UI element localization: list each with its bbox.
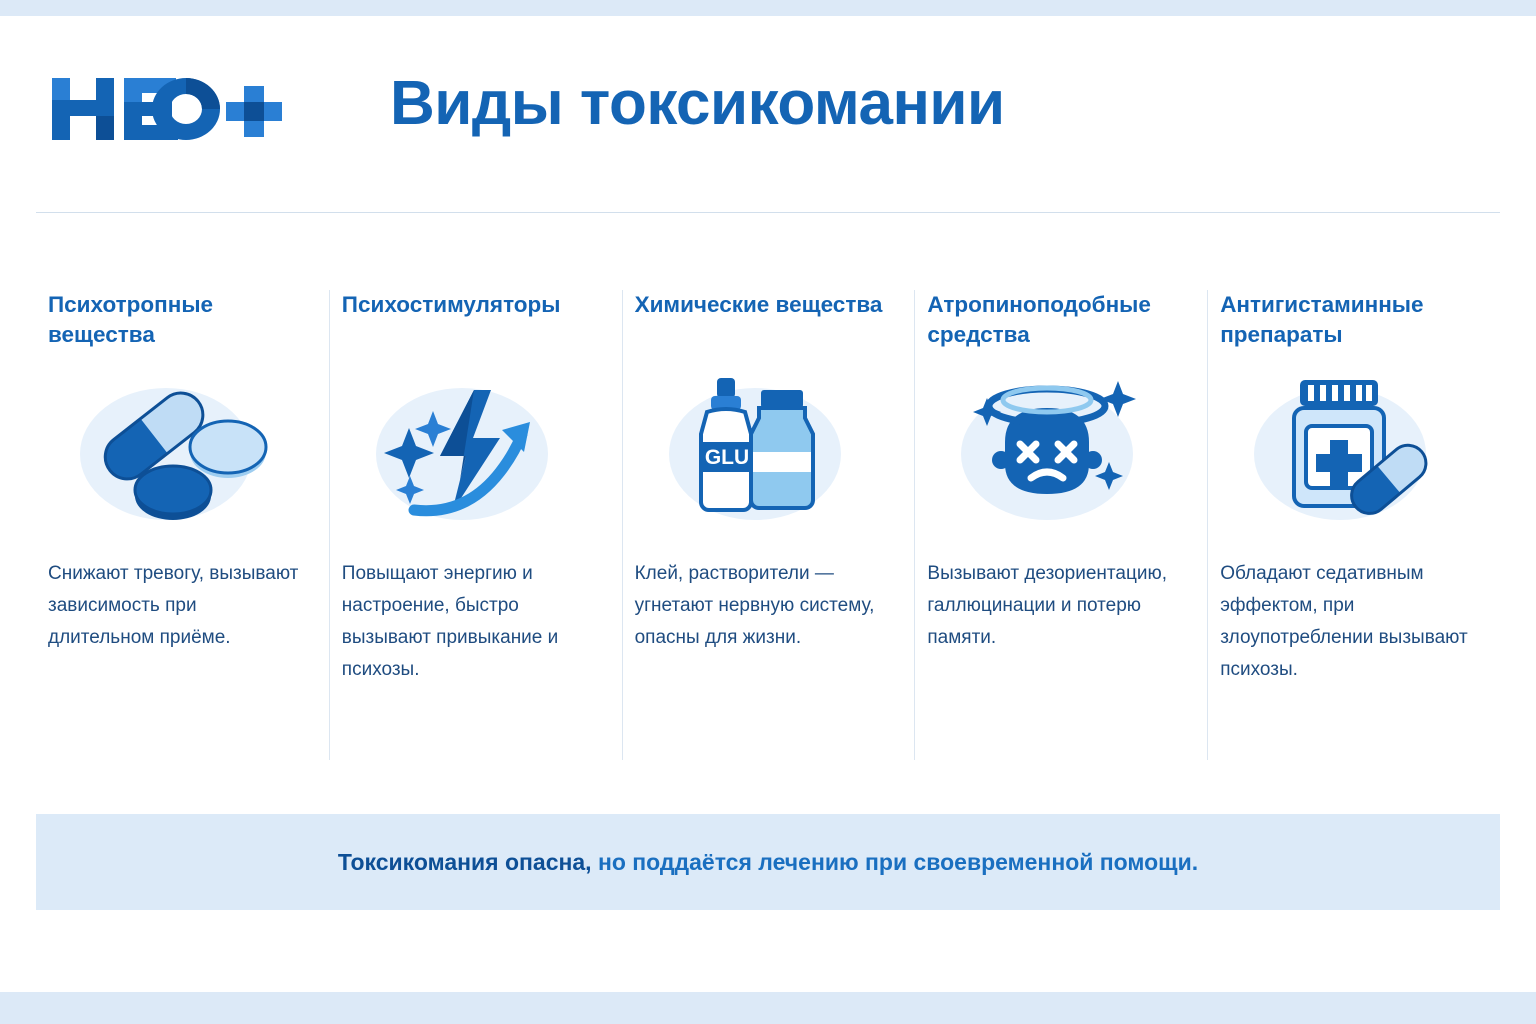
card-text: Снижают тревогу, вызывают зависимость при длительном приёме. xyxy=(48,563,299,648)
pills-capsule-icon xyxy=(48,368,307,538)
card-title: Антигистаминные препараты xyxy=(1220,292,1424,347)
infographic-sheet xyxy=(0,16,1536,992)
card-title: Атропиноподобные средства xyxy=(927,292,1151,347)
glue-label: GLU xyxy=(704,446,749,469)
card-text: Повыщают энергию и настроение, быстро вызывают привыкание и психозы. xyxy=(341,563,559,680)
banner-rest: но поддаётся лечению при своевременной помощи. xyxy=(591,848,1199,875)
bottom-strip xyxy=(0,992,1536,1024)
lightning-bolt-arrow-icon xyxy=(342,368,600,538)
card-text: Обладают седативным эффектом, при злоупотреблении вызывают психозы. xyxy=(1220,563,1468,680)
card-psychotropic xyxy=(36,290,329,760)
card-text: Клей, растворители — угнетают нервную систему, опасны для жизни. xyxy=(634,563,875,648)
banner-strong: Токсикомания опасна, xyxy=(337,848,592,875)
card-antihistamines xyxy=(1207,290,1500,760)
dizzy-head-icon xyxy=(927,368,1185,538)
cards-row xyxy=(36,290,1500,760)
card-atropine-like xyxy=(914,290,1207,760)
card-text: Вызывают дезориентацию, галлюцинации и потерю памяти. xyxy=(927,563,1167,648)
card-title: Химические вещества xyxy=(634,292,883,317)
footer-banner xyxy=(36,814,1500,910)
page-title: Виды токсикомании xyxy=(390,69,1005,138)
card-chemicals xyxy=(622,290,915,760)
header-divider xyxy=(36,212,1500,213)
neo-plus-logo xyxy=(48,72,288,146)
banner-text xyxy=(338,849,1198,876)
glue-solvent-bottles-icon xyxy=(635,368,893,538)
medicine-jar-capsule-icon xyxy=(1220,368,1478,538)
card-title: Психостимуляторы xyxy=(341,292,561,317)
header xyxy=(0,16,1536,206)
card-title: Психотропные вещества xyxy=(48,292,214,347)
card-psychostimulants xyxy=(329,290,622,760)
